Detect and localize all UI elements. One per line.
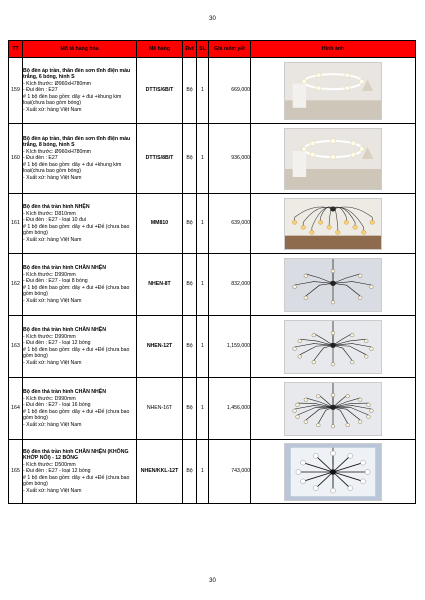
product-photo [284, 62, 382, 120]
product-spec-line: # 1 bộ đèn bao gồm: dây + đui +Đế (chưa bao gồm bóng) [23, 346, 130, 359]
unit: Bộ [183, 440, 197, 504]
quantity: 1 [197, 194, 209, 254]
product-spec-line: - Đui đèn : E27 - loại 8 bóng [23, 278, 88, 284]
product-description [23, 254, 137, 316]
product-name: Bộ đèn thả trần hình CHÂN NHỆN (KHÔNG KHỚP NỐI) - 12 BÓNG [23, 448, 129, 462]
quantity: 1 [197, 58, 209, 124]
table-row [9, 124, 416, 194]
unit: Bộ [183, 316, 197, 378]
list-price: 639,000 [209, 194, 251, 254]
list-price: 936,000 [209, 124, 251, 194]
product-spec-line: - Xuất xứ: hàng Việt Nam [23, 297, 82, 304]
product-code: NHEN-16T [137, 378, 183, 440]
header-price: Giá niêm yết [209, 41, 251, 58]
page-number-top: 30 [209, 16, 216, 22]
product-image-cell [251, 378, 416, 440]
product-spec-line: - Kích thước: D810mm [23, 210, 76, 217]
product-spec-line: - Đui đèn : E27 - loại 12 bóng [23, 340, 91, 346]
table-row [9, 378, 416, 440]
row-number: 161 [9, 194, 23, 254]
unit: Bộ [183, 254, 197, 316]
table-row [9, 194, 416, 254]
product-description [23, 194, 137, 254]
product-spec-line: - Xuất xứ: hàng Việt Nam [23, 174, 82, 181]
product-code: DTT/S/6B/T [137, 58, 183, 124]
list-price: 743,000 [209, 440, 251, 504]
table-row [9, 254, 416, 316]
product-spec-line: - Đui đèn : E27 - loại 12 bóng [23, 468, 91, 475]
header-image: Hình ảnh [251, 41, 416, 58]
product-spec-line: - Kích thước: D990mm [23, 271, 76, 278]
product-photo [284, 198, 382, 250]
product-spec-line: # 1 bộ đèn bao gồm: dây + đui +khung kim loại(chưa bao gồm bóng) [23, 93, 122, 107]
product-name: Bộ đèn thả trần hình CHÂN NHỆN [23, 389, 106, 395]
product-spec-line: - Kích thước: D990mm [23, 333, 76, 340]
product-spec-line: - Xuất xứ: hàng Việt Nam [23, 359, 82, 366]
product-code: NHEN-12T [137, 316, 183, 378]
product-photo [284, 258, 382, 312]
product-spec-line: - Đui đèn : E27 [23, 155, 58, 162]
product-spec-line: - Đui đèn : E27 - loại 16 bóng [23, 402, 91, 408]
product-name: Bộ đèn thả trần hình CHÂN NHỆN [23, 265, 106, 271]
header-code: Mã hàng [137, 41, 183, 58]
product-spec-line: - Kích thước: Ø960xH780mm [23, 148, 91, 155]
row-number: 165 [9, 440, 23, 504]
quantity: 1 [197, 124, 209, 194]
product-image-cell [251, 124, 416, 194]
list-price: 1,456,000 [209, 378, 251, 440]
product-image-cell [251, 194, 416, 254]
product-code: MM810 [137, 194, 183, 254]
product-image-cell [251, 316, 416, 378]
product-name: Bộ đèn áp trần, thân đèn sơn tĩnh điện màu trắng, 8 bóng, hình S [23, 135, 131, 149]
product-description [23, 58, 137, 124]
product-spec-line: - Kích thước: Ø960xH780mm [23, 80, 91, 87]
header-unit: Đvt [183, 41, 197, 58]
row-number: 164 [9, 378, 23, 440]
product-name: Bộ đèn áp trần, thân đèn sơn tĩnh điện màu trắng, 6 bóng, hình S [23, 67, 131, 81]
product-spec-line: - Xuất xứ: hàng Việt Nam [23, 106, 82, 113]
product-photo [284, 320, 382, 374]
product-spec-line: # 1 bộ đèn bao gồm: dây + đui +Đế (chưa bao gồm bóng) [23, 408, 130, 421]
product-spec-line: - Xuất xứ: hàng Việt Nam [23, 487, 82, 494]
header-tt: TT [9, 41, 23, 58]
product-photo [284, 443, 382, 501]
product-spec-line: - Xuất xứ: hàng Việt Nam [23, 421, 82, 428]
product-image-cell [251, 440, 416, 504]
unit: Bộ [183, 194, 197, 254]
quantity: 1 [197, 316, 209, 378]
product-spec-line: - Kích thước: D500mm [23, 461, 76, 468]
product-spec-line: - Đui đèn : E27 [23, 87, 58, 94]
product-description [23, 316, 137, 378]
product-image-cell [251, 58, 416, 124]
unit: Bộ [183, 124, 197, 194]
product-table [8, 40, 416, 504]
product-spec-line: - Đui đèn : E27 - loại 10 đui [23, 217, 86, 223]
row-number: 160 [9, 124, 23, 194]
page-number-bottom: 30 [209, 578, 216, 584]
product-spec-line: - Kích thước: D990mm [23, 395, 76, 402]
unit: Bộ [183, 378, 197, 440]
product-photo [284, 128, 382, 190]
table-row [9, 58, 416, 124]
table-header-row [9, 41, 416, 58]
product-code: NHEN/KKL-12T [137, 440, 183, 504]
product-name: Bộ đèn thả trần hình CHÂN NHỆN [23, 327, 106, 333]
list-price: 832,000 [209, 254, 251, 316]
unit: Bộ [183, 58, 197, 124]
quantity: 1 [197, 440, 209, 504]
list-price: 1,159,000 [209, 316, 251, 378]
header-quantity: SL [197, 41, 209, 58]
quantity: 1 [197, 254, 209, 316]
product-spec-line: # 1 bộ đèn bao gồm: dây + đui +khung kim loại(chưa bao gồm bóng) [23, 161, 122, 175]
list-price: 669,000 [209, 58, 251, 124]
product-spec-line: # 1 bộ đèn bao gồm: dây + đui +Đế (chưa bao gồm bóng) [23, 223, 130, 236]
product-photo [284, 382, 382, 436]
row-number: 159 [9, 58, 23, 124]
row-number: 163 [9, 316, 23, 378]
product-spec-line: # 1 bộ đèn bao gồm: dây + đui +Đế (chưa bao gồm bóng) [23, 474, 130, 488]
product-description [23, 440, 137, 504]
product-code: NHEN-8T [137, 254, 183, 316]
product-description [23, 124, 137, 194]
table-row [9, 440, 416, 504]
row-number: 162 [9, 254, 23, 316]
product-spec-line: - Xuất xứ: hàng Việt Nam [23, 236, 82, 243]
table-row [9, 316, 416, 378]
product-code: DTT/S/8B/T [137, 124, 183, 194]
product-name: Bộ đèn thả trần hình NHỆN [23, 204, 90, 210]
product-spec-line: # 1 bộ đèn bao gồm: dây + đui +Đế (chưa bao gồm bóng) [23, 284, 130, 297]
header-description: Mô tả hàng hóa [23, 41, 137, 58]
product-description [23, 378, 137, 440]
product-image-cell [251, 254, 416, 316]
quantity: 1 [197, 378, 209, 440]
